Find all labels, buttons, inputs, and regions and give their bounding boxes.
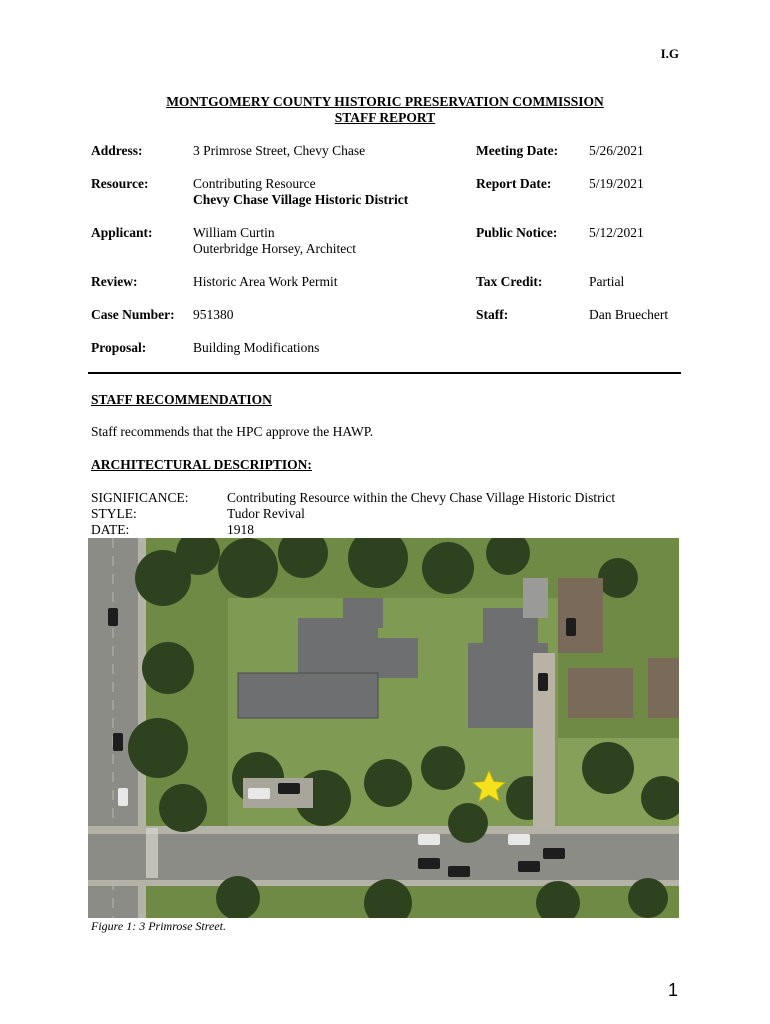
report-date-label: Report Date: — [476, 176, 552, 191]
resource-type: Contributing Resource — [193, 176, 316, 191]
case-number-value: 951380 — [193, 307, 234, 322]
style-value: Tudor Revival — [227, 506, 305, 521]
aerial-photo — [88, 538, 679, 918]
significance-value: Contributing Resource within the Chevy Chase Village Historic District — [227, 490, 616, 505]
proposal-label: Proposal: — [91, 340, 147, 355]
date-label: DATE: — [91, 522, 130, 537]
report-type: STAFF REPORT — [334, 110, 436, 125]
style-label: STYLE: — [91, 506, 137, 521]
address-label: Address: — [91, 143, 143, 158]
page-number: 1 — [667, 980, 678, 1000]
page-tag: I.G — [660, 46, 679, 61]
report-date-value: 5/19/2021 — [589, 176, 644, 191]
significance-label: SIGNIFICANCE: — [91, 490, 189, 505]
tax-credit-value: Partial — [589, 274, 625, 289]
applicant-value — [193, 225, 356, 257]
staff-label: Staff: — [476, 307, 509, 322]
staff-recommendation-text: Staff recommends that the HPC approve the HAWP. — [91, 424, 374, 439]
review-label: Review: — [91, 274, 138, 289]
applicant-architect: Outerbridge Horsey, Architect — [193, 241, 356, 256]
review-value: Historic Area Work Permit — [193, 274, 338, 289]
architectural-description-heading: ARCHITECTURAL DESCRIPTION: — [91, 457, 312, 472]
public-notice-label: Public Notice: — [476, 225, 558, 240]
proposal-value: Building Modifications — [193, 340, 320, 355]
address-value: 3 Primrose Street, Chevy Chase — [193, 143, 366, 158]
resource-label: Resource: — [91, 176, 149, 191]
tax-credit-label: Tax Credit: — [476, 274, 543, 289]
figure-caption: Figure 1: 3 Primrose Street. — [91, 919, 226, 933]
meeting-date-value: 5/26/2021 — [589, 143, 644, 158]
applicant-name: William Curtin — [193, 225, 275, 240]
public-notice-value: 5/12/2021 — [589, 225, 644, 240]
applicant-label: Applicant: — [91, 225, 153, 240]
historic-district: Chevy Chase Village Historic District — [193, 192, 409, 207]
aerial-photo-drawing — [88, 538, 679, 918]
commission-name: MONTGOMERY COUNTY HISTORIC PRESERVATION COMMISSION — [166, 94, 604, 109]
staff-recommendation-heading: STAFF RECOMMENDATION — [91, 392, 272, 407]
date-value: 1918 — [227, 522, 254, 537]
report-title — [0, 94, 770, 126]
resource-value — [193, 176, 408, 208]
case-number-label: Case Number: — [91, 307, 175, 322]
section-divider — [88, 372, 681, 374]
meeting-date-label: Meeting Date: — [476, 143, 559, 158]
staff-value: Dan Bruechert — [589, 307, 669, 322]
